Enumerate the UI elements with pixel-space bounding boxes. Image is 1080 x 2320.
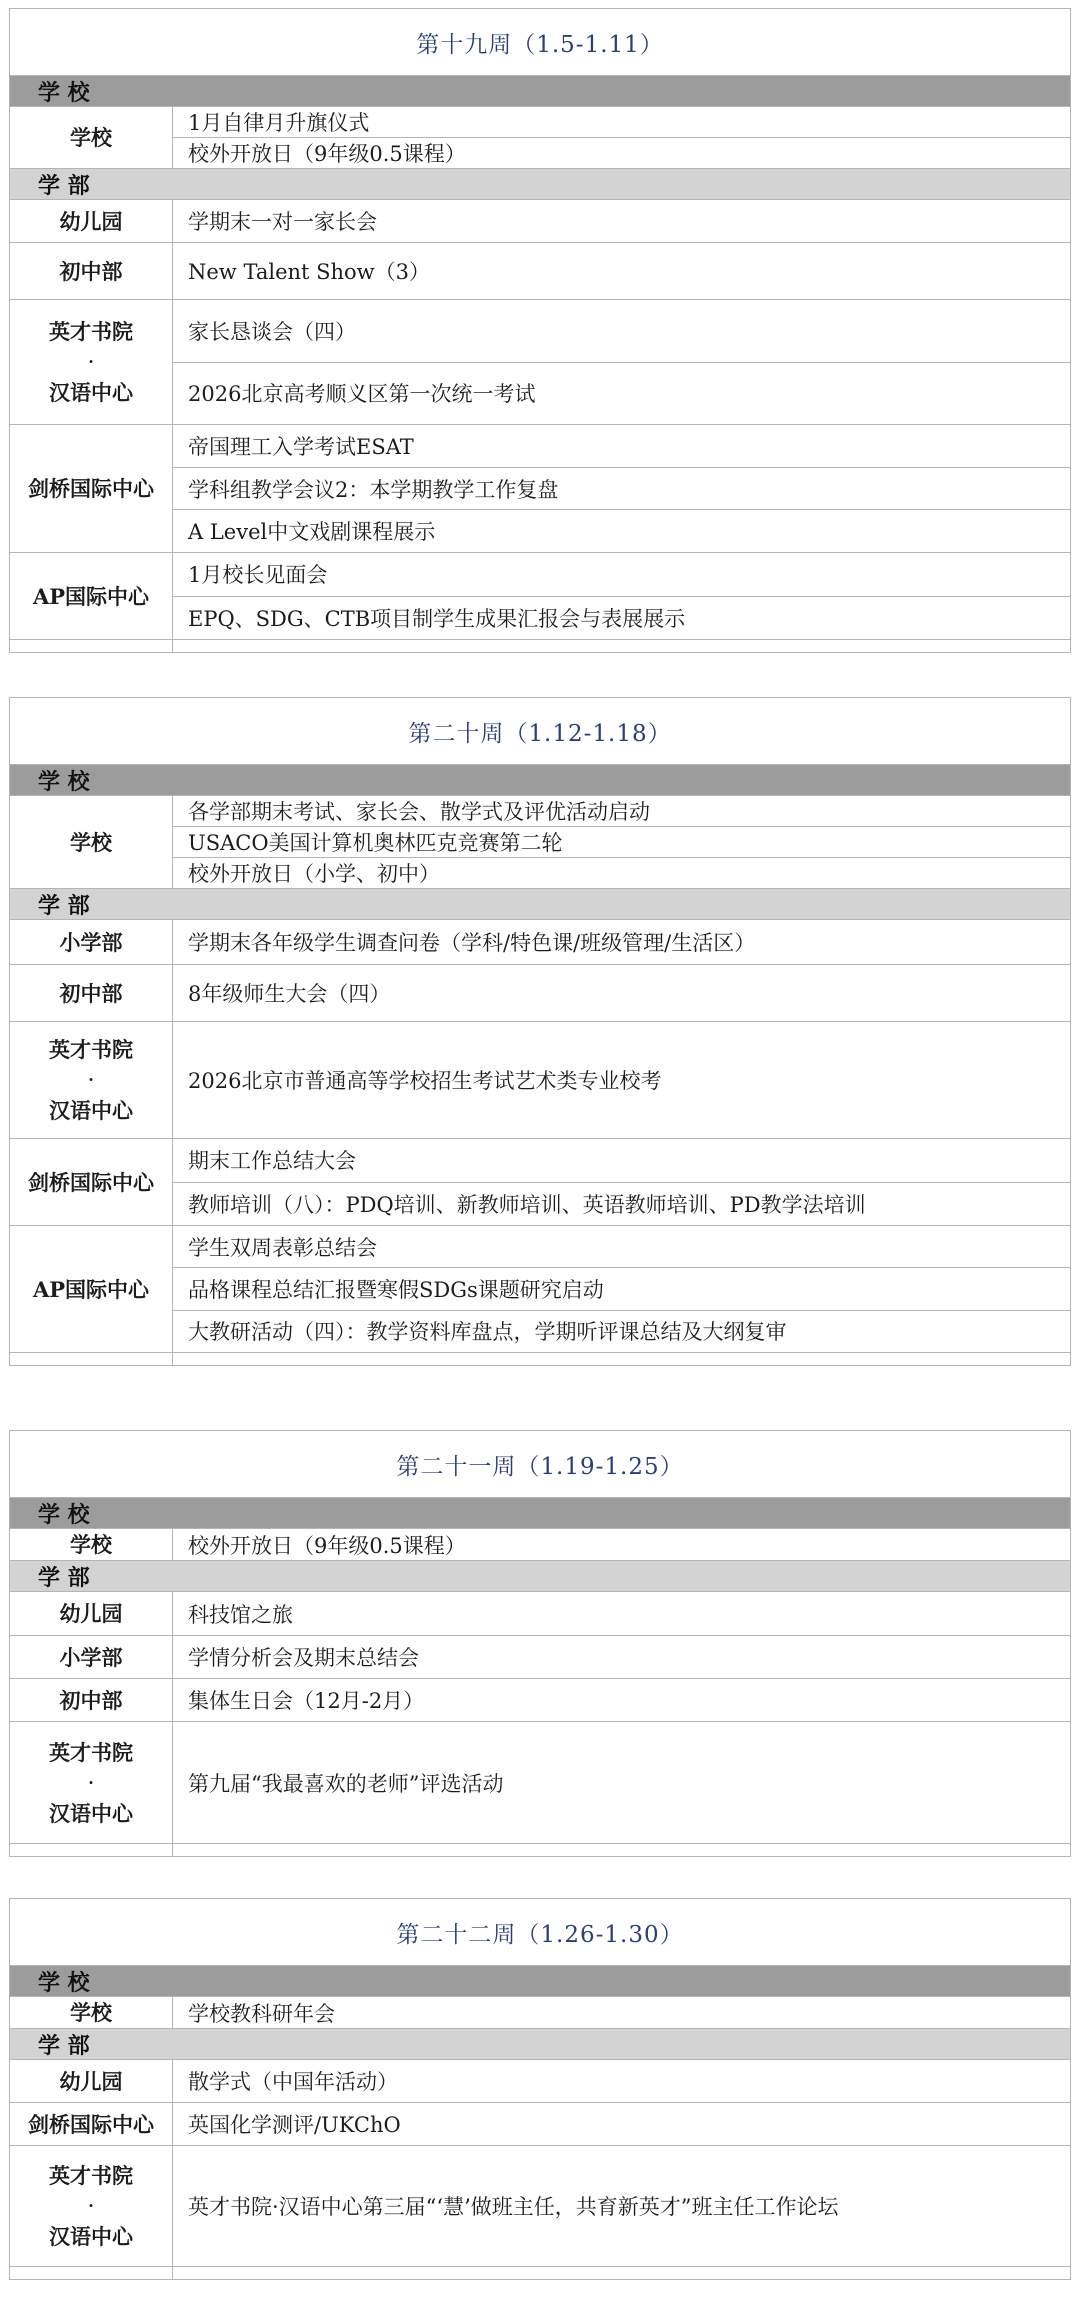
spacer-cell [10,640,173,652]
event-list [173,107,1070,168]
event-list [173,1529,1070,1560]
event-item: 英国化学测评/UKChO [188,2113,401,2137]
event-item: 学情分析会及期末总结会 [188,1646,419,1670]
school-row [10,1528,1070,1560]
spacer-cell [10,1353,173,1365]
event-list [173,965,1070,1021]
department-label [10,2060,173,2102]
department-label [10,553,173,639]
department-label-line: · [88,1070,94,1089]
event-item: 家长恳谈会（四） [188,319,356,344]
spacer-cell [10,1844,173,1856]
department-label-line: 英才书院 [49,319,133,344]
department-label-line: 幼儿园 [59,1601,123,1626]
event-item: 各学部期末考试、家长会、散学式及评优活动启动 [188,800,650,824]
event-item: 期末工作总结大会 [188,1149,356,1174]
department-label-line: 英才书院 [49,1037,133,1062]
event-item: 帝国理工入学考试ESAT [188,434,414,459]
department-label-line: · [88,2196,94,2215]
department-label [10,200,173,242]
department-row [10,919,1070,964]
week-title: 第二十周（1.12-1.18） [10,698,1070,765]
department-label [10,1226,173,1352]
event-list [173,1636,1070,1678]
section-spacer [10,1843,1070,1856]
department-label-line: 汉语中心 [49,1098,133,1123]
event-list [173,1722,1070,1843]
event-list [173,796,1070,888]
department-label-line: · [88,1772,94,1792]
event-item: 品格课程总结汇报暨寒假SDGs课题研究启动 [173,1267,1070,1309]
department-label-line: 英才书院 [49,1739,133,1765]
department-row [10,1591,1070,1635]
department-label-line: 初中部 [59,258,123,284]
department-row [10,1721,1070,1843]
event-item: 学生双周表彰总结会 [188,1235,377,1260]
event-item: 学期末一对一家长会 [188,210,377,234]
department-label [10,1022,173,1138]
event-item: 校外开放日（9年级0.5课程） [188,1533,466,1558]
event-list [173,425,1070,552]
department-label-line: 小学部 [59,1644,123,1670]
event-list [173,1679,1070,1721]
department-label-line: · [88,352,94,371]
department-label-line: 剑桥国际中心 [28,1169,154,1195]
department-label-line: 幼儿园 [59,2068,123,2094]
department-row [10,424,1070,552]
department-section-header: 学 部 [10,2028,1070,2059]
school-row [10,106,1070,168]
row-label [10,1997,173,2028]
event-list [173,2146,1070,2266]
event-item: USACO美国计算机奥林匹克竞赛第二轮 [173,826,1070,857]
school-section-header: 学 校 [10,1966,1070,1996]
section-spacer [10,2266,1070,2279]
department-label [10,1722,173,1843]
event-item: New Talent Show（3） [188,260,431,284]
department-label [10,920,173,964]
department-section-header: 学 部 [10,1560,1070,1591]
department-label-line: 汉语中心 [49,1800,133,1826]
event-item: EPQ、SDG、CTB项目制学生成果汇报会与表展展示 [173,596,1070,640]
week-section [9,1898,1071,2280]
event-list [173,1139,1070,1225]
week-title: 第十九周（1.5-1.11） [10,9,1070,76]
week-title: 第二十一周（1.19-1.25） [10,1431,1070,1498]
event-item: 8年级师生大会（四） [188,982,391,1006]
department-row [10,199,1070,242]
department-section-header: 学 部 [10,888,1070,919]
department-label [10,1636,173,1678]
department-row [10,2145,1070,2266]
event-list [173,200,1070,242]
department-label [10,1679,173,1721]
event-item: 2026北京高考顺义区第一次统一考试 [173,362,1070,425]
department-label-line: 汉语中心 [49,380,133,405]
department-row [10,2059,1070,2102]
event-item: 英才书院·汉语中心第三届“‘慧’做班主任，共育新英才”班主任工作论坛 [188,2195,839,2219]
department-label-line: 小学部 [59,929,123,955]
week-section [9,1430,1071,1857]
department-label-line: AP国际中心 [32,1276,150,1302]
event-list [173,2103,1070,2145]
department-label [10,425,173,552]
department-label-line: 剑桥国际中心 [28,476,154,501]
event-list [173,1592,1070,1635]
event-list [173,1997,1070,2028]
event-item: 科技馆之旅 [188,1602,293,1627]
department-row [10,2102,1070,2145]
row-label-line: 学校 [70,125,112,150]
event-item: A Level中文戏剧课程展示 [173,509,1070,552]
school-section-header: 学 校 [10,76,1070,106]
department-label-line: 汉语中心 [49,2224,133,2249]
event-list [173,243,1070,299]
school-row [10,1996,1070,2028]
event-item: 第九届“我最喜欢的老师”评选活动 [188,1771,504,1796]
department-row [10,964,1070,1021]
department-label-line: 初中部 [59,1687,123,1713]
event-item: 学科组教学会议2：本学期教学工作复盘 [173,467,1070,510]
department-row [10,299,1070,424]
row-label-line: 学校 [70,829,112,855]
department-label [10,1139,173,1225]
department-label-line: 初中部 [59,980,123,1006]
department-row [10,1021,1070,1138]
event-item: 学期末各年级学生调查问卷（学科/特色课/班级管理/生活区） [188,931,756,955]
event-item: 1月自律月升旗仪式 [188,111,370,135]
event-list [173,920,1070,964]
department-label-line: 剑桥国际中心 [28,2111,154,2137]
event-item: 学校教科研年会 [188,2001,335,2026]
event-item: 大教研活动（四）：教学资料库盘点，学期听评课总结及大纲复审 [173,1310,1070,1352]
department-label-line: 幼儿园 [59,208,123,234]
department-row [10,1225,1070,1352]
event-list [173,2060,1070,2102]
row-label-line: 学校 [70,1532,112,1557]
department-row [10,1635,1070,1678]
department-row [10,1138,1070,1225]
event-list [173,1226,1070,1352]
event-list [173,1022,1070,1138]
event-item: 教师培训（八）：PDQ培训、新教师培训、英语教师培训、PD教学法培训 [173,1182,1070,1226]
event-item: 1月校长见面会 [188,563,328,588]
department-label [10,1592,173,1635]
row-label-line: 学校 [70,2000,112,2025]
department-row [10,242,1070,299]
row-label [10,796,173,888]
department-label [10,965,173,1021]
event-list [173,300,1070,424]
event-item: 2026北京市普通高等学校招生考试艺术类专业校考 [188,1069,662,1093]
week-section [9,697,1071,1366]
spacer-cell [10,2267,173,2279]
department-label [10,243,173,299]
department-row [10,552,1070,639]
row-label [10,107,173,168]
department-row [10,1678,1070,1721]
department-label [10,2103,173,2145]
department-section-header: 学 部 [10,168,1070,199]
week-title: 第二十二周（1.26-1.30） [10,1899,1070,1966]
section-spacer [10,639,1070,652]
school-section-header: 学 校 [10,765,1070,795]
event-item: 校外开放日（小学、初中） [173,857,1070,888]
event-item: 集体生日会（12月-2月） [188,1689,425,1713]
department-label [10,300,173,424]
section-spacer [10,1352,1070,1365]
event-item: 校外开放日（9年级0.5课程） [173,137,1070,168]
row-label [10,1529,173,1560]
school-section-header: 学 校 [10,1498,1070,1528]
event-list [173,553,1070,639]
department-label-line: 英才书院 [49,2163,133,2188]
school-row [10,795,1070,888]
week-section [9,8,1071,653]
department-label-line: AP国际中心 [32,583,150,609]
department-label [10,2146,173,2266]
event-item: 散学式（中国年活动） [188,2070,398,2094]
